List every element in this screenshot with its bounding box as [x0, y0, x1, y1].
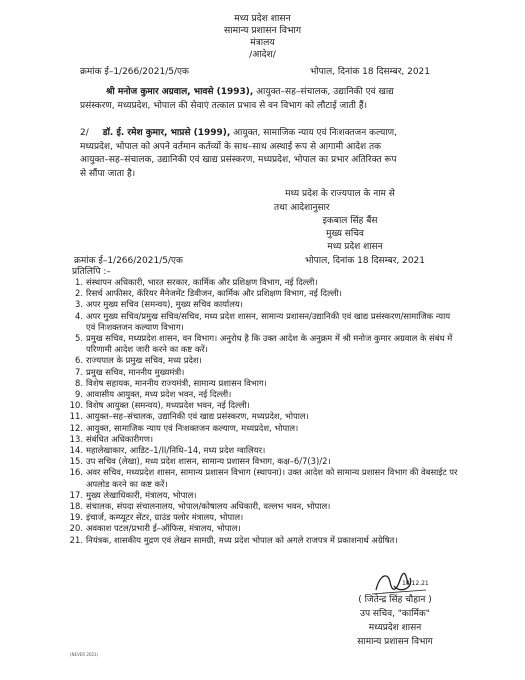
list-item-number: 9. — [75, 389, 83, 400]
para1-line1: आयुक्त–सह–संचालक, उद्यानिकी एवं खाद्य — [253, 87, 394, 97]
copy-order-date: भोपाल, दिनांक 18 दिसम्बर, 2021 — [305, 256, 426, 266]
list-item-text: प्रमुख सचिव, मध्यप्रदेश शासन, वन विभाग। अनुरोध है कि उक्त आदेश के अनुक्रम में श्री मनोज कुमार अग्रवाल के संबंध में परिणामी आदेश जारी करने का कष्ट करें। — [86, 333, 453, 355]
list-item-text: संचालक, संपदा संचालनालय, भोपाल/कोषालय अधिकारी, वल्लभ भवन, भोपाल। — [86, 501, 331, 512]
header-government: मध्य प्रदेश शासन — [234, 13, 291, 24]
list-item-number: 13. — [69, 433, 83, 444]
list-item-number: 14. — [69, 445, 83, 456]
list-item — [69, 523, 462, 534]
list-item — [75, 333, 462, 355]
list-item — [69, 534, 462, 546]
list-item — [75, 288, 462, 299]
list-item — [69, 433, 462, 445]
list-item — [69, 411, 462, 422]
list-item-number: 7. — [75, 366, 83, 377]
header-department: सामान्य प्रशासन विभाग — [223, 25, 301, 36]
list-item-text: रिसर्च आफीसर, कॅरियर मैनेजमेंट डिवीजन, कार्मिक और प्रशिक्षण विभाग, नई दिल्ली। — [86, 288, 342, 299]
list-item — [69, 422, 462, 434]
list-item-number: 11. — [69, 411, 83, 422]
para2-line3: आयुक्त–सह–संचालक, उद्यानिकी एवं खाद्य प्रसंस्करण, मध्यप्रदेश, भोपाल का प्रभार अतिरिक्त रूप — [80, 155, 397, 166]
list-item — [69, 467, 462, 489]
officer-name-2: डॉ. ई. रमेश कुमार, भाप्रसे (1999), — [102, 128, 231, 138]
signatory-name: ( जितेन्द्र सिंह चौहान ) — [358, 595, 432, 605]
list-item-text: विशेष आयुक्त (समन्वय), मध्यप्रदेश भवन, नई दिल्ली। — [86, 400, 250, 411]
order-number: क्रमांक ई–1/266/2021/5/एक — [80, 67, 189, 77]
list-item — [75, 277, 462, 288]
signatory-department: सामान्य प्रशासन विभाग — [357, 637, 433, 647]
list-item-number: 15. — [69, 456, 83, 467]
order-date: भोपाल, दिनांक 18 दिसम्बर, 2021 — [310, 67, 431, 77]
list-item-number: 18. — [69, 501, 83, 512]
list-item-number: 6. — [75, 355, 83, 366]
officer-name-1: श्री मनोज कुमार अग्रवाल, भावसे (1993), — [106, 87, 254, 97]
header-order-label: /आदेश/ — [249, 49, 276, 60]
distribution-list — [69, 277, 462, 546]
list-item-number: 19. — [69, 512, 83, 523]
list-item-number: 20. — [69, 523, 83, 534]
list-item — [69, 456, 462, 467]
para2-line1: आयुक्त, सामाजिक न्याय एवं निःशक्तजन कल्याण, — [230, 128, 398, 138]
chief-secretary-office: मध्य प्रदेश शासन — [327, 242, 383, 252]
list-item-number: 3. — [75, 299, 83, 310]
list-item — [69, 501, 462, 512]
list-item-number: 17. — [69, 489, 83, 500]
list-item-text: संबंधित अधिकारीगण। — [86, 433, 154, 444]
copy-to-label: प्रतिलिपि :– — [72, 267, 111, 277]
header-ministry: मंत्रालय — [250, 37, 275, 48]
order-paragraph-2 — [80, 127, 460, 181]
list-item-text: महालेखाकार, आडिट–1/II/निधि–14, मध्य प्रदेश ग्वालियर। — [86, 445, 266, 456]
list-item — [69, 400, 462, 411]
list-item-text: अपर मुख्य सचिव/प्रमुख सचिव/सचिव, मध्य प्रदेश शासन, सामान्य प्रशासन/उद्यानिकी एवं खाद्य प्रसंस्करण/सामाजिक न्याय एवं निःशक्तजन कल्याण विभाग। — [86, 310, 451, 332]
authority-line-1: मध्य प्रदेश के राज्यपाल के नाम से — [285, 189, 395, 199]
list-item — [69, 445, 462, 456]
para2-line2: मध्यप्रदेश, भोपाल को अपने वर्तमान कर्तव्यों के साथ–साथ अस्थाई रूप से आगामी आदेश तक — [80, 141, 382, 152]
list-item — [69, 512, 462, 523]
list-item-number: 10. — [69, 400, 83, 411]
list-item-text: विशेष सहायक, माननीय राज्यमंत्री, सामान्य प्रशासन विभाग। — [86, 377, 267, 388]
list-item — [75, 377, 462, 389]
signature-date: 18.12.21 — [402, 580, 429, 587]
list-item-number: 12. — [69, 422, 83, 433]
list-item-text: आवासीय आयुक्त, मध्य प्रदेश भवन, नई दिल्ली। — [86, 389, 232, 400]
chief-secretary-name: इकबाल सिंह बैंस — [322, 216, 378, 226]
copy-order-number: क्रमांक ई–1/266/2021/5/एक — [74, 256, 183, 266]
list-item — [69, 489, 462, 501]
list-item-text: संस्थापन अधिकारी, भारत सरकार, कार्मिक और प्रशिक्षण विभाग, नई दिल्ली। — [86, 277, 318, 287]
list-item-text: राज्यपाल के प्रमुख सचिव, मध्य प्रदेश। — [86, 355, 202, 366]
para2-number: 2/ — [80, 128, 89, 138]
list-item-text: नियंत्रक, शासकीय मुद्रण एवं लेखन सामग्री, मध्य प्रदेश भोपाल को अगले राजपत्र में प्रकाशनार्थ अग्रेषित। — [86, 534, 398, 545]
list-item — [75, 310, 462, 333]
list-item-text: अवकाश पटल/प्रभारी ई–ऑफिस, मंत्रालय, भोपाल। — [86, 523, 241, 534]
list-item-text: आयुक्त–सह–संचालक, उद्यानिकी एवं खाद्य प्रसंस्करण, मध्यप्रदेश, भोपाल। — [86, 411, 309, 422]
list-item-text: मुख्य लेखाधिकारी, मंत्रालय, भोपाल। — [86, 489, 197, 500]
list-item-number: 1. — [75, 277, 83, 287]
para2-line4: से सौंपा जाता है। — [80, 168, 136, 179]
signatory-designation: उप सचिव, "कार्मिक" — [360, 609, 430, 619]
chief-secretary-designation: मुख्य सचिव — [326, 229, 364, 239]
list-item — [75, 299, 462, 310]
list-item-number: 5. — [75, 333, 83, 344]
footer-code: (NEVER 2021) — [70, 652, 99, 657]
list-item-number: 2. — [75, 288, 83, 299]
signatory-office: मध्यप्रदेश शासन — [368, 623, 422, 633]
list-item-number: 16. — [69, 467, 83, 478]
list-item — [75, 355, 462, 366]
list-item — [75, 366, 462, 378]
list-item-text: प्रमुख सचिव, माननीय मुख्यमंत्री। — [86, 366, 185, 377]
order-paragraph-1 — [80, 86, 460, 113]
list-item-text: आयुक्त, सामाजिक न्याय एवं निःशक्तजन कल्याण, मध्यप्रदेश, भोपाल। — [86, 422, 299, 433]
list-item-text: अवर सचिव, मध्यप्रदेश शासन, सामान्य प्रशासन विभाग (स्थापना)। उक्त आदेश को सामान्य प्रशासन विभाग की वेबसाईट पर अपलोड करने का कष्ट करें। — [86, 467, 458, 489]
authority-line-2: तथा आदेशानुसार — [274, 203, 330, 213]
list-item-text: उप सचिव (लेखा), मध्य प्रदेश शासन, सामान्य प्रशासन विभाग, कक्ष–6/7(3)/2। — [86, 456, 331, 467]
list-item-text: अपर मुख्य सचिव (समन्वय), मुख्य सचिव कार्यालय। — [86, 299, 243, 310]
list-item-number: 8. — [75, 377, 83, 388]
para1-line2: प्रसंस्करण, मध्यप्रदेश, भोपाल की सेवाएं तत्काल प्रभाव से वन विभाग को लौटाई जाती हैं। — [80, 100, 368, 111]
list-item-number: 4. — [75, 310, 83, 321]
list-item-text: इंचार्ज, कम्प्यूटर सेंटर, ग्राउंड फ्लोर मंत्रालय, भोपाल। — [86, 512, 244, 523]
list-item-number: 21. — [69, 534, 83, 545]
list-item — [75, 389, 462, 400]
